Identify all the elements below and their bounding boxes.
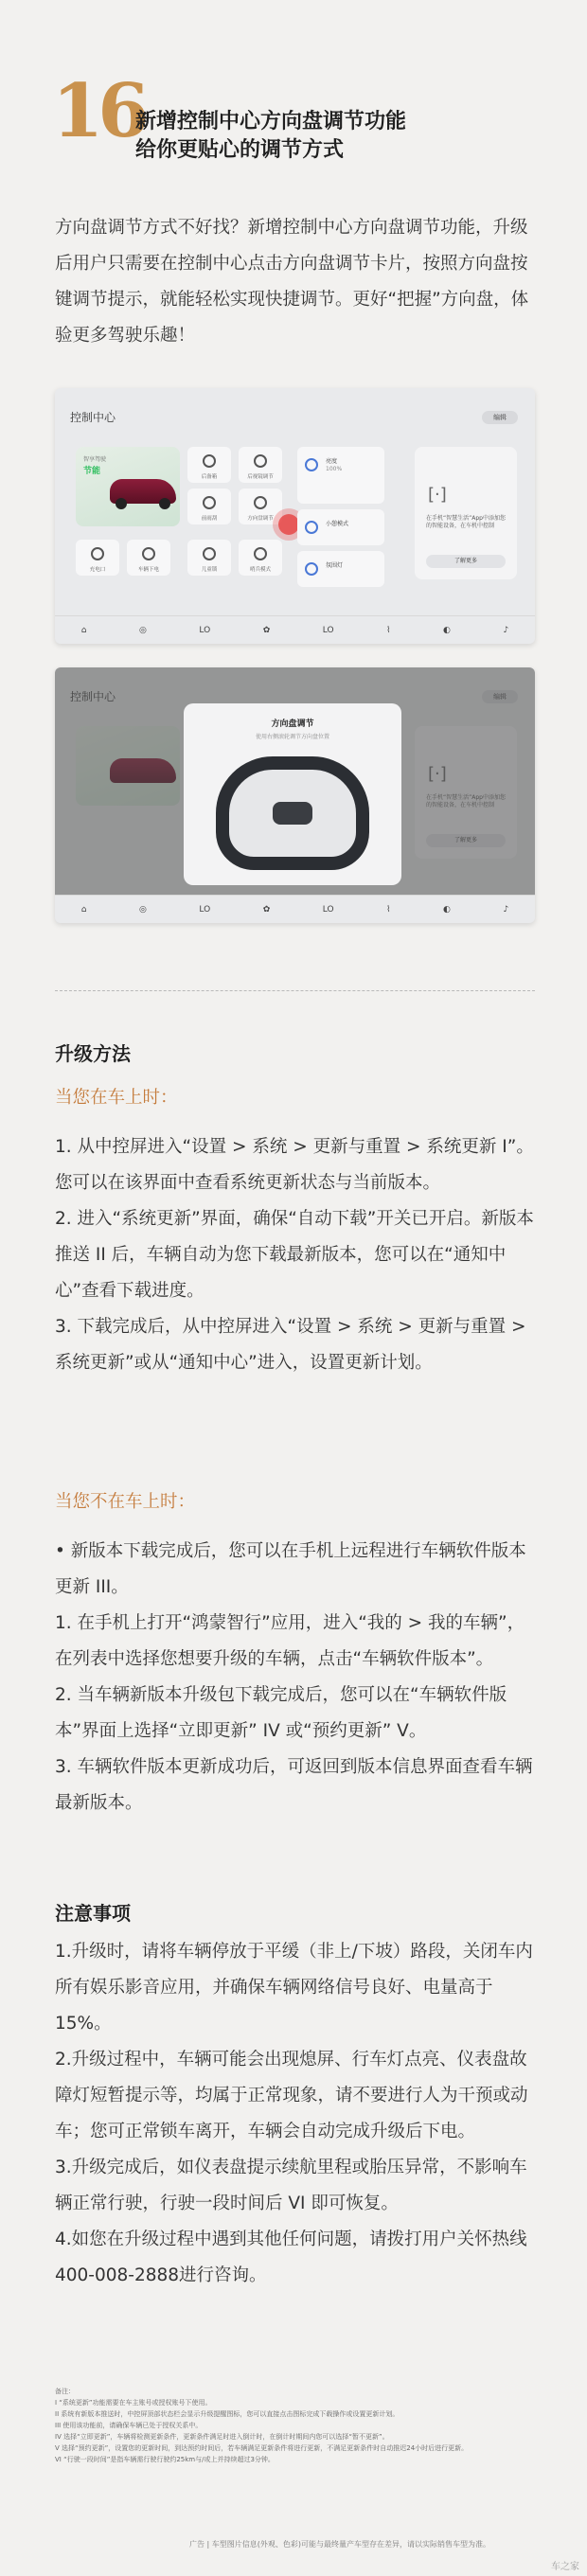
notice-heading: 注意事项	[55, 1902, 131, 1925]
seat-icon[interactable]: ⌇	[386, 904, 391, 915]
out-car-step: 1. 在手机上打开“鸿蒙智行”应用，进入“我的 > 我的车辆”，在列表中选择您想要升级的车辆，点击“车辆软件版本”。	[55, 1613, 525, 1669]
footnote-line: III 使用该功能前，请确保车辆已处于授权关系中。	[55, 2422, 203, 2429]
footnote-line: IV 选择“立即更新”，车辆将检测更新条件，更新条件满足时进入倒计时，在倒计时期间内您可以选择“暂不更新”。	[55, 2433, 389, 2441]
watermark: 车之家	[551, 2562, 579, 2572]
steering-wheel-icon	[216, 756, 369, 870]
device-icon: [·]	[428, 485, 447, 505]
fan-icon[interactable]: ✿	[262, 904, 271, 915]
steering-hub	[273, 802, 312, 825]
footnotes	[55, 2386, 538, 2465]
dialog-title: 方向盘调节	[271, 720, 314, 729]
out-car-step: • 新版本下载完成后，您可以在手机上远程进行车辆软件版本更新 III。	[55, 1541, 526, 1597]
in-car-step: 1. 从中控屏进入“设置 > 系统 > 更新与重置 > 系统更新 I”。您可以在该界面中查看系统更新状态与当前版本。	[55, 1137, 534, 1193]
mirror-icon	[254, 454, 267, 468]
car-icon[interactable]: ◐	[443, 625, 451, 635]
footnote-line: I “系统更新”功能需要在车主账号或授权账号下使用。	[55, 2399, 212, 2407]
feature-header	[52, 68, 544, 169]
learn-more-button[interactable]: 了解更多	[426, 555, 506, 568]
out-car-subtitle: 当您不在车上时：	[55, 1492, 196, 1512]
wiper-icon	[203, 496, 216, 509]
tap-indicator	[278, 514, 299, 535]
section-divider	[55, 990, 535, 991]
feature-number: 16	[52, 68, 144, 154]
in-car-subtitle: 当您在车上时：	[55, 1088, 178, 1108]
fan-icon[interactable]: ✿	[262, 625, 271, 635]
car-wheel-icon	[159, 498, 170, 509]
defrost-icon[interactable]: ◎	[139, 904, 147, 915]
temp-right[interactable]: LO	[322, 625, 334, 635]
smart-life-card	[415, 447, 517, 579]
footnotes-label: 备注：	[55, 2388, 75, 2395]
seat-icon[interactable]: ⌇	[386, 625, 391, 635]
tile-charge-port[interactable]: 充电口	[76, 540, 119, 576]
dialog-subtitle: 使用右侧滚轮调节方向盘位置	[255, 734, 329, 740]
trunk-icon	[203, 454, 216, 468]
volume-icon[interactable]: ♪	[503, 904, 509, 915]
tile-trunk[interactable]: 后备箱	[187, 447, 231, 483]
home-icon[interactable]: ⌂	[80, 625, 87, 635]
tile-power-off[interactable]: 车辆下电	[127, 540, 170, 576]
in-car-step: 3. 下载完成后，从中控屏进入“设置 > 系统 > 更新与重置 > 系统更新”或从“通知中心”进入，设置更新计划。	[55, 1317, 526, 1373]
ambient-light-card[interactable]: 氛围灯	[297, 551, 384, 587]
temp-left[interactable]: LO	[199, 625, 211, 635]
out-car-step: 2. 当车辆新版本升级包下载完成后，您可以在“车辆软件版本”界面上选择“立即更新” IV 或“预约更新” V。	[55, 1685, 507, 1741]
sun-icon	[305, 458, 318, 471]
in-car-steps	[55, 1129, 538, 1381]
notice-list	[55, 1934, 538, 2294]
notice-item: 2.升级过程中，车辆可能会出现熄屏、行车灯点亮、仪表盘故障灯短暂提示等，均属于正常现象，请不要进行人为干预或动车；您可正常锁车离开，车辆会自动完成升级后下电。	[55, 2050, 528, 2141]
temp-left[interactable]: LO	[199, 904, 211, 915]
car-icon[interactable]: ◐	[443, 904, 451, 915]
home-icon[interactable]: ⌂	[80, 904, 87, 915]
tile-steering[interactable]: 方向盘调节	[239, 489, 282, 524]
steering-adjust-screenshot	[55, 667, 535, 923]
notice-item: 1.升级时，请将车辆停放于平缓（非上/下坡）路段，关闭车内所有娱乐影音应用，并确保车辆网络信号良好、电量高于15%。	[55, 1942, 533, 2034]
footnote-line: VI “行驶一段时间”是指车辆需行驶行驶约25km与/或上并持续超过3分钟。	[55, 2456, 275, 2463]
steering-adjust-dialog	[184, 703, 401, 885]
nap-icon	[305, 521, 318, 534]
nap-mode-card[interactable]: 小憩模式	[297, 509, 384, 545]
brightness-card[interactable]: 亮度 100%	[297, 447, 384, 504]
notice-item: 4.如您在升级过程中遇到其他任何问题，请拨打用户关怀热线400-008-2888进行咨询。	[55, 2230, 527, 2285]
steering-wheel-icon	[254, 496, 267, 509]
temp-right[interactable]: LO	[322, 904, 334, 915]
out-car-steps	[55, 1534, 538, 1821]
car-mode-value: 节能	[83, 467, 101, 476]
child-lock-icon	[203, 547, 216, 560]
car-mode-label: 智享驾驶	[83, 456, 107, 463]
tile-sentry[interactable]: 哨兵模式	[239, 540, 282, 576]
tile-mirror[interactable]: 后视镜调节	[239, 447, 282, 483]
car-mode-card[interactable]	[76, 447, 180, 526]
ambient-light-icon	[305, 562, 318, 576]
feature-title-line1: 新增控制中心方向盘调节功能	[135, 110, 407, 133]
smart-life-text: 在手机“智慧生活”App中添加您的智能设备，在车机中控制	[426, 515, 506, 529]
volume-icon[interactable]: ♪	[503, 625, 509, 635]
tile-wiper[interactable]: 前雨刮	[187, 489, 231, 524]
control-center-title: 控制中心	[70, 411, 116, 424]
upgrade-heading: 升级方法	[55, 1042, 131, 1065]
bottom-dock	[55, 895, 535, 923]
tile-child-lock[interactable]: 儿童锁	[187, 540, 231, 576]
in-car-step: 2. 进入“系统更新”界面，确保“自动下载”开关已开启。新版本推送 II 后，车辆自动为您下载最新版本，您可以在“通知中心”查看下载进度。	[55, 1209, 534, 1301]
footnote-line: V 选择“预约更新”，设置您的更新时间，到达预约时间后，若车辆满足更新条件将进行更新，不满足更新条件时自动推迟24小时后进行更新。	[55, 2444, 469, 2452]
car-wheel-icon	[116, 498, 127, 509]
footnote-line: II 系统有新版本推送时，中控屏顶部状态栏会显示升级提醒图标，您可以直接点击图标完成下载操作或设置更新计划。	[55, 2410, 400, 2418]
power-icon	[142, 547, 155, 560]
bottom-dock	[55, 615, 535, 644]
defrost-icon[interactable]: ◎	[139, 625, 147, 635]
edit-button[interactable]: 编辑	[482, 411, 518, 424]
intro-paragraph: 方向盘调节方式不好找？新增控制中心方向盘调节功能，升级后用户只需要在控制中心点击方向盘调节卡片，按照方向盘按键调节提示，就能轻松实现快捷调节。更好“把握”方向盘，体验更多驾驶乐趣！	[55, 218, 529, 346]
charge-port-icon	[91, 547, 104, 560]
control-center-screenshot	[55, 388, 535, 644]
sentry-icon	[254, 547, 267, 560]
feature-title	[135, 108, 406, 165]
ad-disclaimer: 广告 | 车型图片信息(外观、色彩)可能与最终量产车型存在差异，请以实际销售车型为准。	[189, 2540, 491, 2549]
notice-item: 3.升级完成后，如仪表盘提示续航里程或胎压异常，不影响车辆正常行驶，行驶一段时间后 VI 即可恢复。	[55, 2158, 527, 2213]
out-car-step: 3. 车辆软件版本更新成功后，可返回到版本信息界面查看车辆最新版本。	[55, 1757, 533, 1813]
feature-title-line2: 给你更贴心的调节方式	[135, 138, 345, 162]
